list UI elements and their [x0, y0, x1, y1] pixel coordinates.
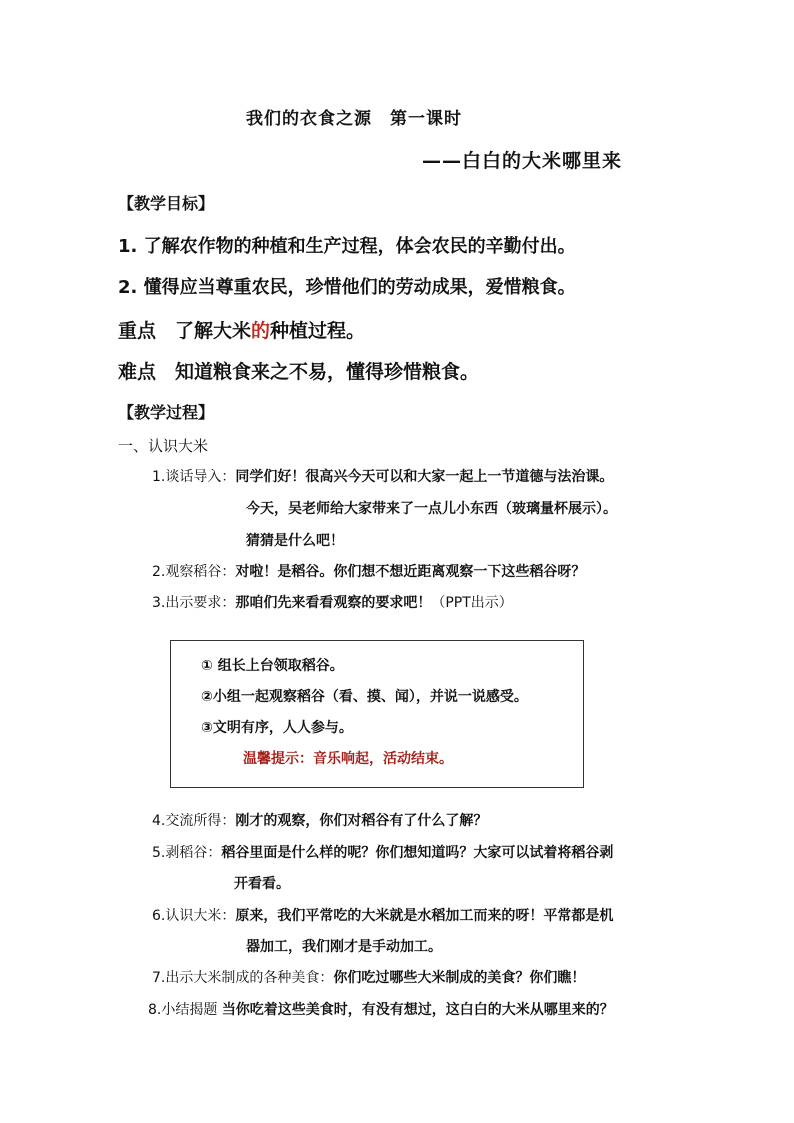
step-3-text: 那咱们先来看看观察的要求吧！	[235, 595, 432, 611]
step-4-text: 刚才的观察，你们对稻谷有了什么了解？	[235, 813, 488, 829]
step-1-label: 1.谈话导入：	[152, 469, 236, 485]
requirement-1: ① 组长上台领取稻谷。	[201, 658, 344, 674]
step-7	[152, 967, 585, 987]
step-5-text: 稻谷里面是什么样的呢？你们想知道吗？大家可以试着将稻谷剥	[221, 845, 614, 861]
goals-heading: 【教学目标】	[118, 194, 215, 213]
step-1-text-line2: 今天，吴老师给大家带来了一点儿小东西（玻璃量杯展示）。	[246, 501, 617, 517]
step-3	[152, 592, 513, 612]
step-6-label: 6.认识大米：	[152, 908, 236, 924]
requirement-2: ②小组一起观察稻谷（看、摸、闻），并说一说感受。	[201, 689, 528, 705]
step-1-text: 同学们好！很高兴今天可以和大家一起上一节道德与法治课。	[235, 469, 614, 485]
step-5-text-line2: 开看看。	[234, 876, 290, 892]
step-7-label: 7.出示大米制成的各种美食：	[152, 970, 334, 986]
step-3-label: 3.出示要求：	[152, 595, 236, 611]
warm-tip: 温馨提示：音乐响起，活动结束。	[243, 751, 453, 767]
step-6	[152, 905, 613, 925]
step-2-text: 对啦！是稻谷。你们想不想近距离观察一下这些稻谷呀？	[235, 564, 586, 580]
step-1	[152, 466, 613, 486]
difficult-point: 难点 知道粮食来之不易，懂得珍惜粮食。	[118, 361, 480, 383]
goal-2: 2. 懂得应当尊重农民，珍惜他们的劳动成果，爱惜粮食。	[118, 277, 576, 298]
requirements-box	[170, 640, 584, 788]
step-1-text-line3: 猜猜是什么吧！	[246, 533, 344, 549]
step-8	[148, 999, 614, 1019]
key-point-highlight: 的	[251, 320, 271, 342]
step-5	[152, 842, 613, 862]
lesson-subtitle: ——白白的大米哪里来	[422, 150, 623, 172]
goal-1: 1. 了解农作物的种植和生产过程，体会农民的辛勤付出。	[118, 236, 576, 257]
lesson-title: 我们的衣食之源 第一课时	[246, 109, 462, 129]
requirement-3: ③文明有序，人人参与。	[201, 720, 353, 736]
step-7-text: 你们吃过哪些大米制成的美食？你们瞧！	[333, 970, 586, 986]
step-3-tail: （PPT出示）	[431, 595, 513, 611]
step-2	[152, 561, 585, 581]
step-5-label: 5.剥稻谷：	[152, 845, 222, 861]
step-4-label: 4.交流所得：	[152, 813, 236, 829]
step-6-text: 原来，我们平常吃的大米就是水稻加工而来的呀！平常都是机	[235, 908, 614, 924]
step-8-label: 8.小结揭题	[148, 1002, 218, 1018]
step-8-text: 当你吃着这些美食时，有没有想过，这白白的大米从哪里来的？	[221, 1002, 614, 1018]
key-point	[118, 316, 365, 343]
step-2-label: 2.观察稻谷：	[152, 564, 236, 580]
process-heading: 【教学过程】	[118, 403, 215, 422]
key-point-text-end: 种植过程。	[270, 320, 366, 342]
key-point-text: 重点 了解大米	[118, 320, 252, 342]
step-6-text-line2: 器加工，我们刚才是手动加工。	[246, 939, 442, 955]
step-4	[152, 810, 487, 830]
section-heading: 一、认识大米	[118, 437, 209, 455]
